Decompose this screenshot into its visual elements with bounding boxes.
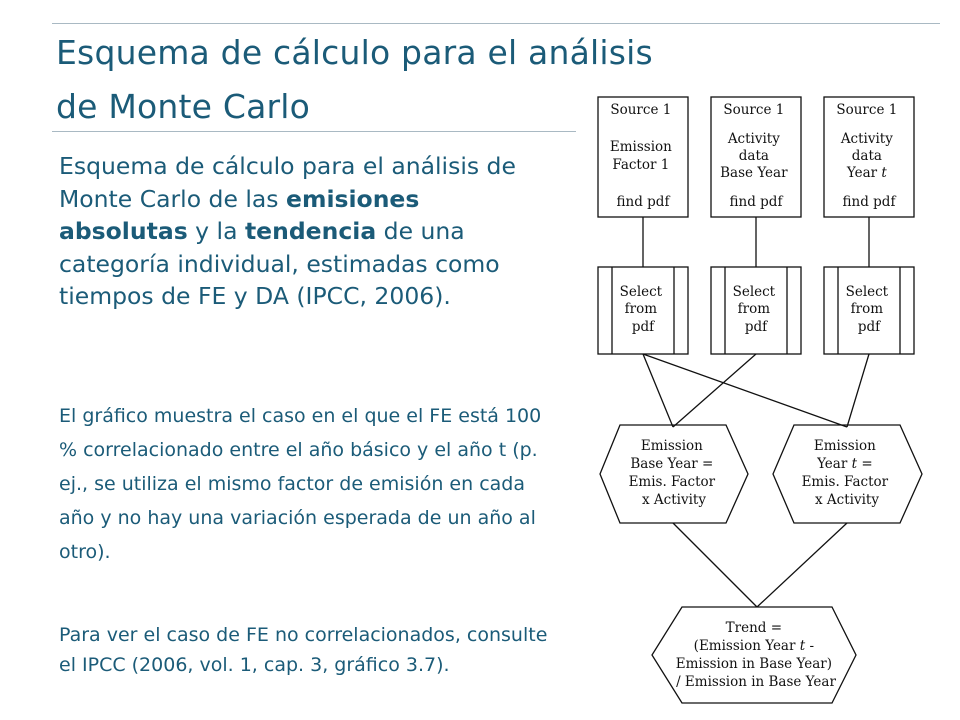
lead-part-3: de una categoría individual, estimadas como tiempos de FE y DA (IPCC, 2006). [59,217,500,310]
emission-year-line1: Emission [813,438,876,454]
lead-bold-emissions: emisiones absolutas [59,184,420,245]
svg-text:Emission Base Year = E [629,438,720,508]
emission-year-line4: x Activity [815,492,879,508]
note-paragraph [59,620,559,680]
svg-text:Source 1 Emission Fact [610,102,676,210]
connector-year-trend [757,523,847,607]
lead-bold-trend: tendencia [244,217,377,245]
source3-line5: find pdf [842,194,896,210]
connector-ef-base [643,354,673,427]
source1-line4: find pdf [616,194,670,210]
lead-part-1: Esquema de cálculo para el análisis de Monte Carlo de las [59,152,516,213]
svg-text:Source 1 Activity data [836,102,901,210]
source2-line3: data [738,148,769,164]
source1-line2: Emission [609,139,672,155]
svg-text:Trend = (Emission Year t - [676,620,837,690]
trend-line4: / Emission in Base Year [676,674,836,690]
select1-line3: pdf [631,319,655,335]
emission-year-line2: Year t = [817,456,873,472]
trend-line3: Emission in Base Year) [675,656,832,672]
emission-year-line3: Emis. Factor [801,474,889,490]
select3-line2: from [850,301,884,317]
select1-line2: from [624,301,658,317]
select2-line3: pdf [744,319,768,335]
select1-line1: Select [619,284,663,300]
monte-carlo-diagram [585,90,925,710]
svg-text:Select from pdf [846,284,893,335]
title-rule [52,131,576,132]
select3-line3: pdf [857,319,881,335]
svg-text:Select from pdf [733,284,780,335]
emission-base-line1: Emission [640,438,703,454]
emission-base-line4: x Activity [642,492,706,508]
source3-line1: Source 1 [836,102,898,118]
trend-line1: Trend = [725,620,783,636]
emission-base-line2: Base Year = [630,456,714,472]
note-text: Para ver el caso de FE no correlacionados, consulte el IPCC (2006, vol. 1, cap. 3, gráfico 3.7). [59,624,548,676]
connector-ad-year [847,354,869,427]
source1-line1: Source 1 [610,102,672,118]
source3-line3: data [851,148,882,164]
title-line-2: de Monte Carlo [56,87,311,126]
select3-line1: Select [845,284,889,300]
svg-text:Source 1 Activity data [720,102,792,210]
emission-base-line3: Emis. Factor [628,474,716,490]
connector-ef-year [643,354,847,427]
source2-line2: Activity [727,131,780,147]
lead-paragraph [59,150,519,313]
connector-base-trend [673,523,757,607]
lead-part-2: y la [187,217,245,245]
source2-line1: Source 1 [723,102,785,118]
select2-line2: from [737,301,771,317]
source3-line2: Activity [840,131,893,147]
source3-line4: Year t [846,165,887,181]
title-line-1: Esquema de cálculo para el análisis [56,33,653,72]
source1-line3: Factor 1 [612,157,670,173]
body-paragraph: El gráfico muestra el caso en el que el FE está 100 % correlacionado entre el año básico y el año t (p. ej., se utiliza el mismo factor de emisión en cada año y no hay una variación esperada de un año al otro). [59,405,542,563]
svg-text:Select from pdf [620,284,667,335]
source2-line4: Base Year [720,165,788,181]
top-rule [52,23,940,24]
select2-line1: Select [732,284,776,300]
svg-text:Emission Year t = Emis [802,438,893,508]
trend-line2: (Emission Year t - [693,638,815,654]
source2-line5: find pdf [729,194,783,210]
